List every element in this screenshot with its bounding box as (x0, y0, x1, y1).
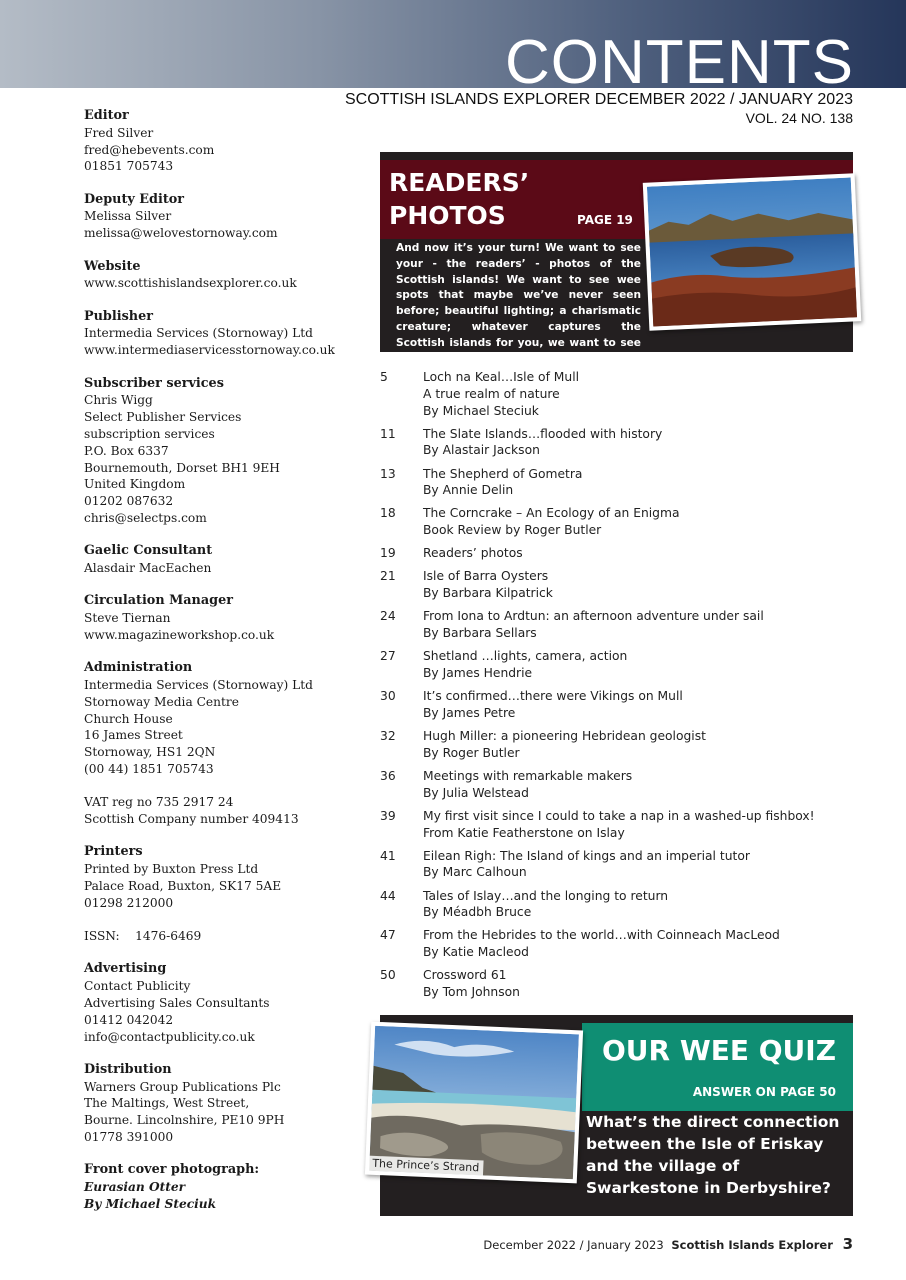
printers-heading: Printers (84, 844, 143, 860)
toc-entry-title: The Shepherd of Gometra (423, 466, 583, 481)
toc-entry-text (423, 688, 860, 722)
administration-line: Stornoway Media Centre (84, 694, 239, 709)
editor-phone: 01851 705743 (84, 159, 174, 174)
toc-entry[interactable] (380, 848, 860, 882)
toc-page-number: 11 (380, 426, 396, 441)
toc-entry[interactable] (380, 505, 860, 539)
editor-name: Fred Silver (84, 125, 154, 140)
administration-line: (00 44) 1851 705743 (84, 762, 214, 776)
toc-entry-author: By Méadbh Bruce (423, 905, 532, 920)
quiz-question: What’s the direct connection between the Isle of Eriskay and the village of Swarkestone in Derbyshire? (586, 1113, 840, 1197)
advertising-line: info@contactpublicity.co.uk (84, 1029, 255, 1044)
publisher-heading: Publisher (84, 308, 153, 324)
administration-heading: Administration (84, 660, 193, 676)
page-title: CONTENTS (505, 28, 854, 97)
toc-entry[interactable] (380, 768, 860, 802)
distribution-line: Bourne. Lincolnshire, PE10 9PH (84, 1113, 285, 1128)
toc-entry[interactable] (380, 466, 860, 500)
toc-entry-text (423, 545, 860, 562)
toc-entry-text (423, 728, 860, 762)
footer-page-number: 3 (842, 1235, 853, 1253)
toc-page-number: 30 (380, 689, 396, 704)
toc-entry-author: By Tom Johnson (423, 985, 520, 1000)
quiz-answer-page: ANSWER ON PAGE 50 (692, 1085, 836, 1099)
website-url: www.scottishislandsexplorer.co.uk (84, 276, 297, 291)
subscriber-line: United Kingdom (84, 477, 186, 492)
toc-entry-text (423, 808, 860, 842)
toc-entry-author: By James Petre (423, 705, 516, 720)
toc-entry-title: Readers’ photos (423, 546, 523, 561)
toc-entry-text (423, 648, 860, 682)
quiz-title-band (582, 1023, 853, 1111)
advertising-line: Advertising Sales Consultants (84, 995, 270, 1010)
toc-entry-title: From the Hebrides to the world…with Coinneach MacLeod (423, 928, 780, 943)
footer-date: December 2022 / January 2023 (483, 1238, 664, 1252)
toc-entry-title: My first visit since I could to take a nap in a washed-up fishbox! (423, 808, 815, 823)
subscriber-line: Chris Wigg (84, 393, 153, 408)
website-block (84, 259, 364, 293)
toc-entry-title: The Corncrake – An Ecology of an Enigma (423, 506, 680, 521)
editor-heading: Editor (84, 108, 129, 123)
readers-photos-title (389, 166, 529, 232)
toc-page-number: 5 (380, 370, 388, 384)
toc-page-number: 21 (380, 569, 396, 584)
deputy-editor-heading: Deputy Editor (84, 191, 185, 207)
toc-entry-author: By Roger Butler (423, 745, 520, 760)
toc-entry-title: Crossword 61 (423, 968, 507, 983)
toc-entry-title: Hugh Miller: a pioneering Hebridean geologist (423, 729, 706, 744)
cover-photo-heading: Front cover photograph: (84, 1162, 260, 1178)
issn: ISSN: 1476-6469 (84, 929, 202, 944)
toc-entry-title: From Iona to Ardtun: an afternoon adventure under sail (423, 609, 764, 624)
toc-entry-text (423, 848, 860, 882)
toc-entry-author: By Katie Macleod (423, 945, 529, 960)
editor-block (84, 108, 364, 175)
toc-entry-author: From Katie Featherstone on Islay (423, 825, 625, 840)
publisher-name: Intermedia Services (Stornoway) Ltd (84, 326, 313, 341)
toc-entry[interactable] (380, 426, 860, 460)
toc-entry[interactable] (380, 808, 860, 842)
toc-entry-title: Loch na Keal…Isle of Mull (423, 370, 580, 384)
magazine-issue-line: SCOTTISH ISLANDS EXPLORER DECEMBER 2022 / JANUARY 2023 (344, 91, 853, 108)
advertising-line: 01412 042042 (84, 1012, 174, 1027)
toc-entry-title: Shetland …lights, camera, action (423, 649, 628, 664)
beach-photo (365, 1022, 583, 1184)
readers-photos-title-line1: READERS’ (389, 168, 530, 197)
readers-photos-text: And now it’s your turn! We want to see your - the readers’ - photos of the Scottish islands! We want to see wee spots that maybe we’ve never seen before; beautiful lighting; a charismatic creature; whatever captures the Scottish islands for you, we want to see it! melissa@welovestornoway.com (396, 242, 641, 365)
readers-photos-box (380, 152, 853, 365)
company-number: Scottish Company number 409413 (84, 812, 299, 827)
distribution-line: The Maltings, West Street, (84, 1096, 250, 1111)
readers-photos-title-line2: PHOTOS (389, 201, 506, 230)
cover-photo-subject: Eurasian Otter (84, 1180, 186, 1195)
toc-page-number: 41 (380, 848, 396, 863)
toc-page-number: 36 (380, 768, 396, 783)
subscriber-line: Select Publisher Services (84, 410, 242, 425)
subscriber-services-block (84, 376, 364, 527)
toc-page-number: 13 (380, 466, 396, 481)
administration-line: 16 James Street (84, 728, 183, 743)
beach-photo-caption: The Prince’s Strand (368, 1156, 484, 1176)
toc-entry-author: By Alastair Jackson (423, 443, 540, 458)
advertising-block (84, 961, 364, 1045)
subscriber-line: 01202 087632 (84, 494, 174, 509)
toc-entry[interactable] (380, 967, 860, 1001)
subscriber-line: subscription services (84, 426, 215, 441)
administration-line: Church House (84, 711, 173, 726)
cover-photo-block (84, 1162, 364, 1212)
distribution-block (84, 1062, 364, 1146)
toc-entry[interactable] (380, 888, 860, 922)
deputy-editor-email: melissa@welovestornoway.com (84, 226, 278, 241)
page-footer (483, 1235, 853, 1253)
distribution-line: 01778 391000 (84, 1130, 174, 1145)
circulation-manager-block (84, 593, 364, 643)
toc-entry-author: By Annie Delin (423, 483, 514, 498)
toc-page-number: 32 (380, 729, 396, 744)
deputy-editor-block (84, 192, 364, 242)
toc-page-number: 47 (380, 928, 396, 943)
toc-entry-title: Meetings with remarkable makers (423, 768, 633, 783)
volume-number-line: VOL. 24 NO. 138 (745, 110, 853, 126)
vat-block (84, 794, 364, 828)
editor-email: fred@hebevents.com (84, 142, 215, 157)
administration-line: Intermedia Services (Stornoway) Ltd (84, 678, 313, 693)
toc-entry[interactable] (380, 608, 860, 642)
toc-entry-text (423, 768, 860, 802)
printers-block (84, 844, 364, 911)
toc-entry-title: The Slate Islands…flooded with history (423, 426, 663, 441)
toc-entry-text (423, 927, 860, 961)
toc-entry-title: Eilean Righ: The Island of kings and an imperial tutor (423, 848, 750, 863)
toc-entry-author: By Michael Steciuk (423, 403, 539, 418)
advertising-heading: Advertising (84, 961, 167, 977)
readers-photos-page: PAGE 19 (577, 213, 633, 227)
masthead-column (84, 108, 364, 1229)
toc-entry-text (423, 888, 860, 922)
toc-entry[interactable] (380, 369, 860, 419)
distribution-line: Warners Group Publications Plc (84, 1079, 281, 1094)
subscriber-services-heading: Subscriber services (84, 375, 224, 391)
administration-line: Stornoway, HS1 2QN (84, 745, 216, 760)
toc-entry-author: Book Review by Roger Butler (423, 523, 602, 538)
footer-magazine-name: Scottish Islands Explorer (671, 1238, 833, 1252)
toc-entry-text (423, 608, 860, 642)
toc-entry-title: Tales of Islay…and the longing to return (423, 888, 669, 903)
distribution-heading: Distribution (84, 1061, 172, 1077)
quiz-title: OUR WEE QUIZ (602, 1034, 836, 1067)
toc-entry-author: By Barbara Kilpatrick (423, 586, 553, 601)
administration-block (84, 660, 364, 778)
toc-page-number: 44 (380, 888, 396, 903)
toc-entry[interactable] (380, 728, 860, 762)
toc-page-number: 24 (380, 609, 396, 624)
toc-entry-author: By Barbara Sellars (423, 626, 537, 641)
toc-entry[interactable] (380, 648, 860, 682)
toc-page-number: 19 (380, 546, 396, 561)
printers-line: Printed by Buxton Press Ltd (84, 862, 259, 877)
toc-entry-author: By Marc Calhoun (423, 865, 527, 880)
subscriber-line: Bournemouth, Dorset BH1 9EH (84, 460, 280, 475)
gaelic-consultant-name: Alasdair MacEachen (84, 561, 212, 576)
publisher-url: www.intermediaservicesstornoway.co.uk (84, 343, 335, 358)
toc-entry-title: Isle of Barra Oysters (423, 569, 549, 584)
toc-entry[interactable] (380, 688, 860, 722)
toc-entry[interactable] (380, 568, 860, 602)
table-of-contents (380, 369, 860, 1007)
toc-entry-subtitle: A true realm of nature (423, 386, 560, 401)
toc-entry-text (423, 967, 860, 1001)
circulation-manager-url: www.magazineworkshop.co.uk (84, 627, 275, 642)
toc-page-number: 50 (380, 968, 396, 983)
toc-entry-text (423, 369, 860, 419)
circulation-manager-name: Steve Tiernan (84, 611, 171, 626)
toc-entry[interactable] (380, 927, 860, 961)
toc-entry-author: By James Hendrie (423, 666, 533, 681)
toc-page-number: 27 (380, 649, 396, 664)
toc-page-number: 39 (380, 808, 396, 823)
subscriber-line: chris@selectps.com (84, 510, 207, 525)
loch-landscape-photo (643, 173, 861, 330)
toc-entry-text (423, 568, 860, 602)
gaelic-consultant-heading: Gaelic Consultant (84, 543, 213, 559)
toc-entry-text (423, 426, 860, 460)
toc-page-number: 18 (380, 506, 396, 521)
toc-entry-title: It’s confirmed…there were Vikings on Mull (423, 689, 683, 704)
advertising-line: Contact Publicity (84, 979, 191, 994)
gaelic-consultant-block (84, 543, 364, 577)
printers-line: Palace Road, Buxton, SK17 5AE (84, 878, 282, 893)
vat-number: VAT reg no 735 2917 24 (84, 795, 234, 810)
issn-block (84, 928, 364, 945)
deputy-editor-name: Melissa Silver (84, 209, 172, 224)
circulation-manager-heading: Circulation Manager (84, 593, 233, 609)
printers-line: 01298 212000 (84, 895, 174, 910)
toc-entry-text (423, 466, 860, 500)
cover-photo-credit: By Michael Steciuk (84, 1196, 217, 1211)
toc-entry-author: By Julia Welstead (423, 785, 529, 800)
loch-landscape-image (647, 177, 857, 326)
toc-entry[interactable] (380, 545, 860, 562)
subscriber-line: P.O. Box 6337 (84, 443, 169, 458)
toc-entry-text (423, 505, 860, 539)
website-heading: Website (84, 258, 141, 274)
publisher-block (84, 309, 364, 359)
